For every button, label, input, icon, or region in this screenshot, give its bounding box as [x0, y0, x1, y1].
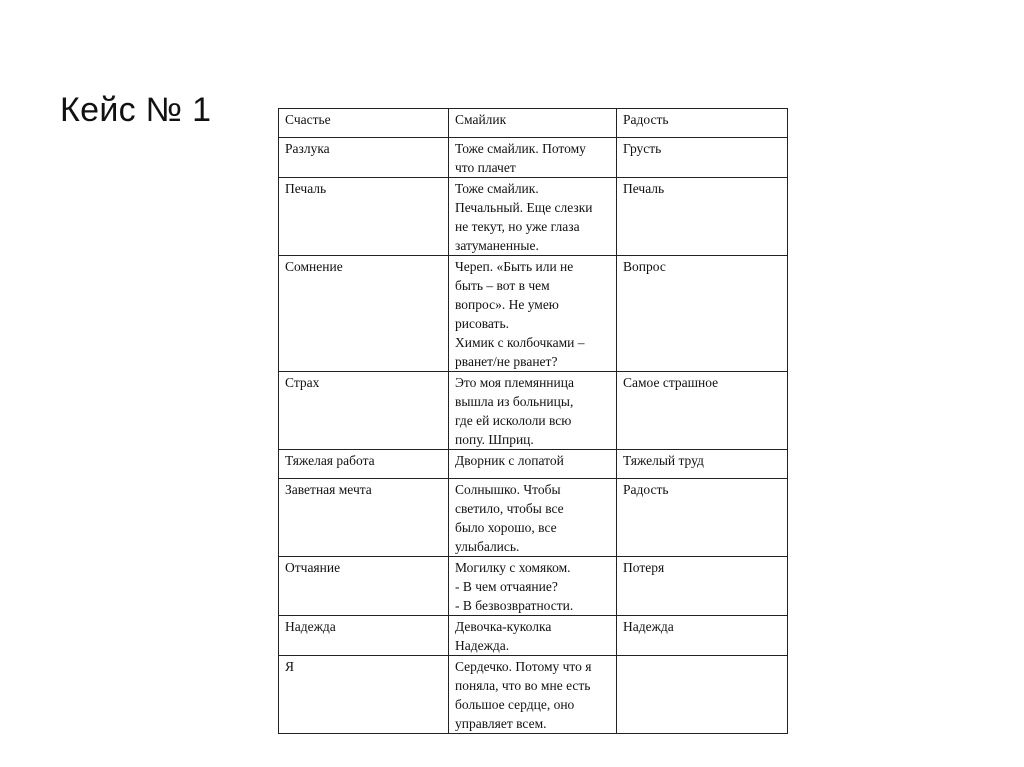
meaning-cell: Самое страшное	[617, 372, 788, 450]
drawing-cell: Солнышко. Чтобы светило, чтобы все было хорошо, все улыбались.	[449, 479, 617, 557]
table-row	[279, 256, 788, 372]
table-row	[279, 372, 788, 450]
case-table	[278, 108, 788, 734]
meaning-cell: Грусть	[617, 138, 788, 178]
slide-title: Кейс № 1	[60, 91, 212, 129]
drawing-cell: Тоже смайлик. Потому что плачет	[449, 138, 617, 178]
drawing-cell: Смайлик	[449, 109, 617, 138]
feeling-cell: Страх	[279, 372, 449, 450]
feeling-cell: Отчаяние	[279, 557, 449, 616]
feeling-cell: Разлука	[279, 138, 449, 178]
table-row	[279, 138, 788, 178]
meaning-cell: Потеря	[617, 557, 788, 616]
drawing-cell: Могилку с хомяком. - В чем отчаяние? - В безвозвратности.	[449, 557, 617, 616]
meaning-cell: Надежда	[617, 616, 788, 656]
meaning-cell	[617, 656, 788, 734]
feeling-cell: Заветная мечта	[279, 479, 449, 557]
feeling-cell: Надежда	[279, 616, 449, 656]
drawing-cell: Это моя племянница вышла из больницы, где ей искололи всю попу. Шприц.	[449, 372, 617, 450]
feeling-cell: Счастье	[279, 109, 449, 138]
drawing-cell: Сердечко. Потому что я поняла, что во мне есть большое сердце, оно управляет всем.	[449, 656, 617, 734]
meaning-cell: Радость	[617, 479, 788, 557]
drawing-cell: Тоже смайлик. Печальный. Еще слезки не текут, но уже глаза затуманенные.	[449, 178, 617, 256]
table-row	[279, 616, 788, 656]
drawing-cell: Череп. «Быть или не быть – вот в чем вопрос». Не умею рисовать. Химик с колбочками – рванет/не рванет?	[449, 256, 617, 372]
table-row	[279, 450, 788, 479]
feeling-cell: Печаль	[279, 178, 449, 256]
table-row	[279, 109, 788, 138]
meaning-cell: Тяжелый труд	[617, 450, 788, 479]
feeling-cell: Сомнение	[279, 256, 449, 372]
meaning-cell: Печаль	[617, 178, 788, 256]
feeling-cell: Тяжелая работа	[279, 450, 449, 479]
meaning-cell: Радость	[617, 109, 788, 138]
table-row	[279, 479, 788, 557]
feeling-cell: Я	[279, 656, 449, 734]
drawing-cell: Дворник с лопатой	[449, 450, 617, 479]
meaning-cell: Вопрос	[617, 256, 788, 372]
table-row	[279, 178, 788, 256]
drawing-cell: Девочка-куколка Надежда.	[449, 616, 617, 656]
table-row	[279, 557, 788, 616]
table-row	[279, 656, 788, 734]
